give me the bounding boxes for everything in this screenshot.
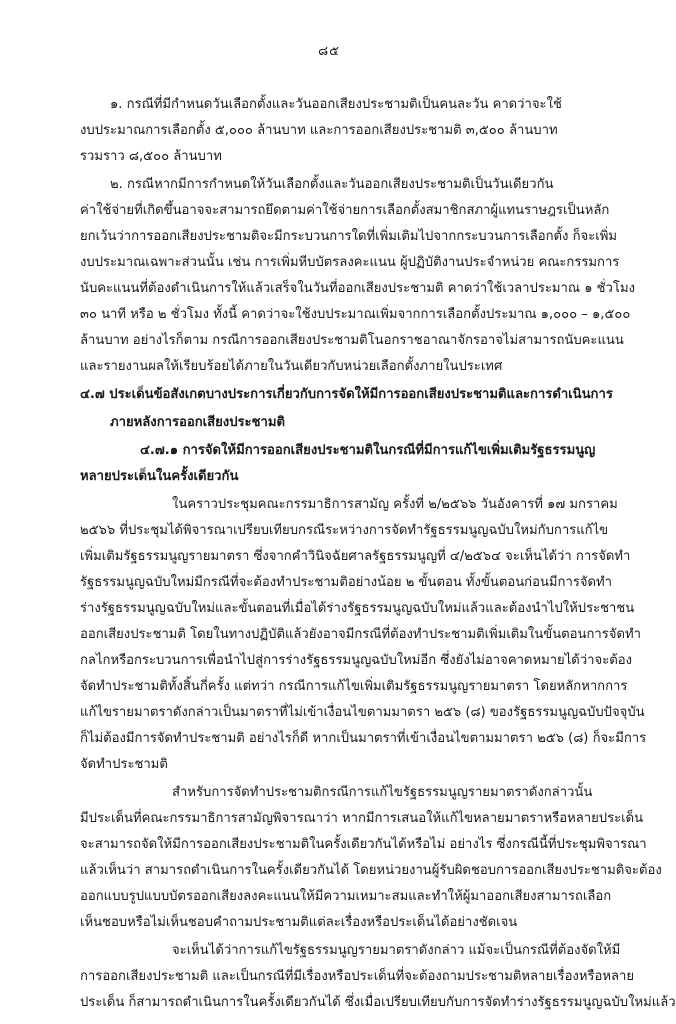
text-line: รวมราว ๘,๕๐๐ ล้านบาท: [80, 149, 222, 164]
text-line: ๒๕๖๖ ที่ประชุมได้พิจารณาเปรียบเทียบกรณีระหว่างการจัดทำรัฐธรรมนูญฉบับใหม่กับการแก้ไข: [80, 523, 609, 538]
text-line: จะสามารถจัดให้มีการออกเสียงประชามติในครั้งเดียวกันได้หรือไม่ อย่างไร ซึ่งกรณีนี้ที่ประชุมพิจารณา: [80, 837, 647, 852]
text-line: ล้านบาท อย่างไรก็ตาม กรณีการออกเสียงประชามติโนอกราชอาณาจักรอาจไม่สามารถนับคะแนน: [80, 333, 624, 348]
text-line: จะเห็นได้ว่าการแก้ไขรัฐธรรมนูญรายมาตราดังกล่าว แม้จะเป็นกรณีที่ต้องจัดให้มี: [172, 943, 621, 958]
text-line: ภายหลังการออกเสียงประชามติ: [110, 415, 285, 430]
text-line: นับคะแนนที่ต้องดำเนินการให้แล้วเสร็จในวันที่ออกเสียงประชามติ คาดว่าใช้เวลาประมาณ ๑ ชั่วโมง: [80, 281, 635, 296]
text-line: ประเด็น ก็สามารถดำเนินการในครั้งเดียวกันได้ ซึ่งเมื่อเปรียบเทียบกับการจัดทำร่างรัฐธรรมนูญฉบับใหม่แล้ว: [80, 995, 676, 1010]
text-line: แก้ไขรายมาตราดังกล่าวเป็นมาตราที่ไม่เข้าเงื่อนไขตามมาตรา ๒๕๖ (๘) ของรัฐธรรมนูญฉบับปัจจุบัน: [80, 705, 645, 720]
text-line: ออกเสียงประชามติ โดยในทางปฏิบัติแล้วยังอาจมีกรณีที่ต้องทำประชามติเพิ่มเติมในขั้นตอนการจัดทำ: [80, 627, 641, 642]
text-line: จัดทำประชามติทั้งสิ้นกี่ครั้ง แต่ทว่า กรณีการแก้ไขเพิ่มเติมรัฐธรรมนูญรายมาตรา โดยหลักหากการ: [80, 679, 628, 694]
text-line: จัดทำประชามติ: [80, 757, 168, 772]
text-line: ๔.๗.๑ การจัดให้มีการออกเสียงประชามติในกรณีที่มีการแก้ไขเพิ่มเติมรัฐธรรมนูญ: [140, 443, 596, 458]
text-line: การออกเสียงประชามติ และเป็นกรณีที่มีเรื่องหรือประเด็นที่จะต้องถามประชามติหลายเรื่องหรือหลาย: [80, 969, 635, 984]
text-line: แล้วเห็นว่า สามารถดำเนินการในครั้งเดียวกันได้ โดยหน่วยงานผู้รับผิดชอบการออกเสียงประชามติจะต้อง: [80, 863, 662, 878]
text-line: ๒. กรณีหากมีการกำหนดให้วันเลือกตั้งและวันออกเสียงประชามติเป็นวันเดียวกัน: [110, 177, 554, 192]
text-line: เห็นชอบหรือไม่เห็นชอบคำถามประชามติแต่ละเรื่องหรือประเด็นได้อย่างชัดเจน: [80, 915, 518, 930]
text-line: งบประมาณเฉพาะส่วนนั้น เช่น การเพิ่มหีบบัตรลงคะแนน ผู้ปฏิบัติงานประจำหน่วย คณะกรรมการ: [80, 255, 620, 270]
text-line: หลายประเด็นในครั้งเดียวกัน: [80, 469, 239, 484]
text-line: ในคราวประชุมคณะกรรมาธิการสามัญ ครั้งที่ ๒/๒๕๖๖ วันอังคารที่ ๑๗ มกราคม: [172, 497, 618, 512]
text-line: ๓๐ นาที หรือ ๒ ชั่วโมง ทั้งนี้ คาดว่าจะใช้งบประมาณเพิ่มจากการเลือกตั้งประมาณ ๑,๐๐๐ – ๑,๕๐๐: [80, 307, 631, 322]
text-line: กลไกหรือกระบวนการเพื่อนำไปสู่การร่างรัฐธรรมนูญฉบับใหม่อีก ซึ่งยังไม่อาจคาดหมายได้ว่าจะต้อง: [80, 653, 632, 668]
text-line: ก็ไม่ต้องมีการจัดทำประชามติ อย่างไรก็ดี หากเป็นมาตราที่เข้าเงื่อนไขตามมาตรา ๒๕๖ (๘) ก็จะมีการ: [80, 731, 647, 746]
text-line: ค่าใช้จ่ายที่เกิดขึ้นอาจจะสามารถยึดตามค่าใช้จ่ายการเลือกตั้งสมาชิกสภาผู้แทนราษฎรเป็นหลัก: [80, 203, 610, 218]
text-line: ๔.๗ ประเด็นข้อสังเกตบางประการเกี่ยวกับการจัดให้มีการออกเสียงประชามติและการดำเนินการ: [80, 387, 613, 402]
page-number: ๘๕: [318, 44, 340, 59]
text-line: ออกแบบรูปแบบบัตรออกเสียงลงคะแนนให้มีความเหมาะสมและทำให้ผู้มาออกเสียงสามารถเลือก: [80, 889, 612, 904]
text-line: ๑. กรณีที่มีกำหนดวันเลือกตั้งและวันออกเสียงประชามติเป็นคนละวัน คาดว่าจะใช้: [110, 97, 562, 112]
text-line: เพิ่มเติมรัฐธรรมนูญรายมาตรา ซึ่งจากคำวินิจฉัยศาลรัฐธรรมนูญที่ ๔/๒๕๖๔ จะเห็นได้ว่า การจัดทำ: [80, 549, 631, 564]
text-line: ร่างรัฐธรรมนูญฉบับใหม่และขั้นตอนที่เมื่อได้ร่างรัฐธรรมนูญฉบับใหม่แล้วและต้องนำไปให้ประชาชน: [80, 601, 635, 616]
text-line: งบประมาณการเลือกตั้ง ๕,๐๐๐ ล้านบาท และการออกเสียงประชามติ ๓,๕๐๐ ล้านบาท: [80, 123, 558, 138]
text-line: ยกเว้นว่าการออกเสียงประชามติจะมีกระบวนการใดที่เพิ่มเติมไปจากกระบวนการเลือกตั้ง ก็จะเพิ่ม: [80, 229, 617, 244]
text-line: มีประเด็นที่คณะกรรมาธิการสามัญพิจารณาว่า หากมีการเสนอให้แก้ไขหลายมาตราหรือหลายประเด็น: [80, 811, 644, 826]
text-line: สำหรับการจัดทำประชามติกรณีการแก้ไขรัฐธรรมนูญรายมาตราดังกล่าวนั้น: [172, 785, 593, 800]
text-line: และรายงานผลให้เรียบร้อยได้ภายในวันเดียวกับหน่วยเลือกตั้งภายในประเทศ: [80, 359, 503, 374]
text-line: รัฐธรรมนูญฉบับใหม่มีกรณีที่จะต้องทำประชามติอย่างน้อย ๒ ขั้นตอน ทั้งขั้นตอนก่อนมีการจัดทำ: [80, 575, 613, 590]
